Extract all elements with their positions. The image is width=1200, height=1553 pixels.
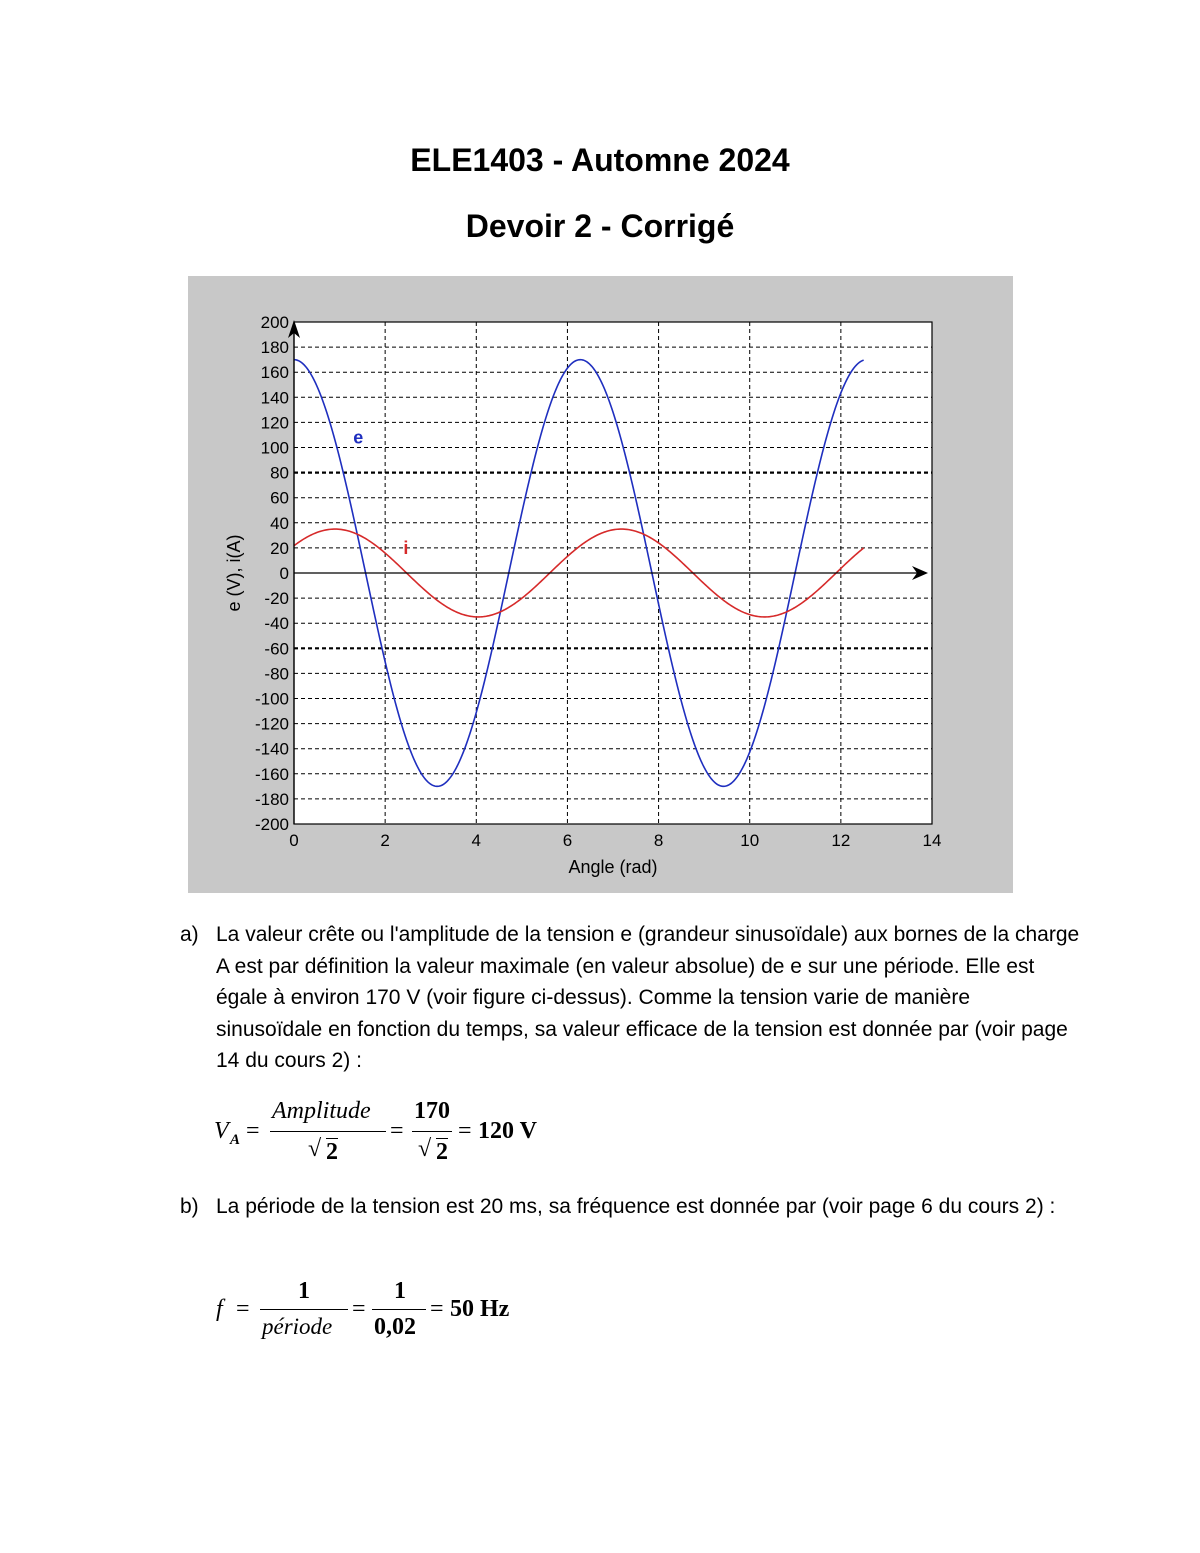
document-title: ELE1403 - Automne 2024	[410, 142, 790, 178]
y-tick-label: 40	[270, 513, 289, 533]
y-tick-label: -20	[264, 589, 289, 609]
formula-a-result: 120 V	[478, 1118, 537, 1144]
y-tick-label: 140	[260, 388, 289, 408]
section-b-text: La période de la tension est 20 ms, sa fréquence est donnée par (voir page 6 du cours 2) :	[216, 1195, 1056, 1218]
series-i-label: i	[403, 537, 409, 558]
formula-a-lhs-subscript: A	[230, 1132, 241, 1148]
y-tick-label: 100	[260, 438, 289, 458]
formula-b-num1: 1	[298, 1278, 310, 1304]
y-tick-label: -60	[264, 639, 289, 659]
formula-b-den1: période	[262, 1314, 333, 1339]
formula-rms: V A = Amplitude √ 2 = 170 √ 2 = 120 V	[214, 1098, 537, 1165]
section-a	[180, 919, 1080, 1077]
y-tick-label: -160	[254, 764, 289, 784]
formula-b-result: 50 Hz	[450, 1296, 510, 1322]
y-tick-label: -120	[254, 714, 289, 734]
y-tick-label: -180	[254, 789, 289, 809]
y-tick-label: 180	[260, 338, 289, 358]
y-tick-label: -40	[264, 614, 289, 634]
y-tick-label: -80	[264, 664, 289, 684]
y-tick-label: -100	[254, 689, 289, 709]
x-tick-label: 8	[653, 831, 664, 850]
y-tick-label: 120	[260, 413, 289, 433]
section-a-text: La valeur crête ou l'amplitude de la tension e (grandeur sinusoïdale) aux bornes de la charge A est par définition la valeur maximale (en valeur absolue) de e sur une période. Elle est égale à environ 170 V (voir figure ci-dessus). Comme la tension varie de manière sinusoïdale en fonction du temps, sa valeur efficace de la tension est donnée par (voir page 14 du cours 2) :	[216, 923, 1080, 1072]
document-subtitle: Devoir 2 - Corrigé	[465, 208, 735, 244]
x-tick-label: 14	[922, 831, 942, 850]
series-e-label: e	[353, 427, 364, 448]
y-tick-label: 160	[260, 363, 289, 383]
y-tick-label: -140	[254, 739, 289, 759]
section-b-label: b)	[180, 1195, 199, 1218]
formula-frequency: f = 1 période = 1 0,02 = 50 Hz	[216, 1278, 510, 1340]
formula-a-num2: 170	[414, 1098, 450, 1124]
y-tick-label: 80	[270, 463, 289, 483]
x-tick-label: 6	[562, 831, 573, 850]
section-a-label: a)	[180, 923, 199, 946]
section-b	[180, 1191, 1080, 1223]
y-tick-label: 60	[270, 488, 289, 508]
formula-b-num2: 1	[394, 1278, 406, 1304]
formula-b-den2: 0,02	[374, 1314, 416, 1340]
formula-a-den1: 2	[326, 1139, 338, 1165]
x-tick-label: 4	[471, 831, 482, 850]
x-tick-label: 12	[831, 831, 851, 850]
y-tick-label: -200	[254, 815, 289, 834]
y-axis-label: e (V), i(A)	[224, 534, 244, 612]
y-tick-label: 20	[270, 538, 289, 558]
x-axis-label: Angle (rad)	[568, 857, 658, 877]
voltage-current-chart	[188, 276, 1013, 893]
x-tick-label: 10	[740, 831, 760, 850]
x-tick-label: 2	[380, 831, 390, 850]
formula-a-den2: 2	[436, 1139, 448, 1165]
y-tick-label: 0	[279, 564, 289, 583]
formula-b-lhs: f	[216, 1296, 223, 1322]
formula-a-num1: Amplitude	[272, 1098, 371, 1124]
formula-a-lhs: V	[214, 1118, 229, 1144]
x-tick-label: 0	[289, 831, 299, 850]
y-tick-label: 200	[260, 313, 289, 332]
